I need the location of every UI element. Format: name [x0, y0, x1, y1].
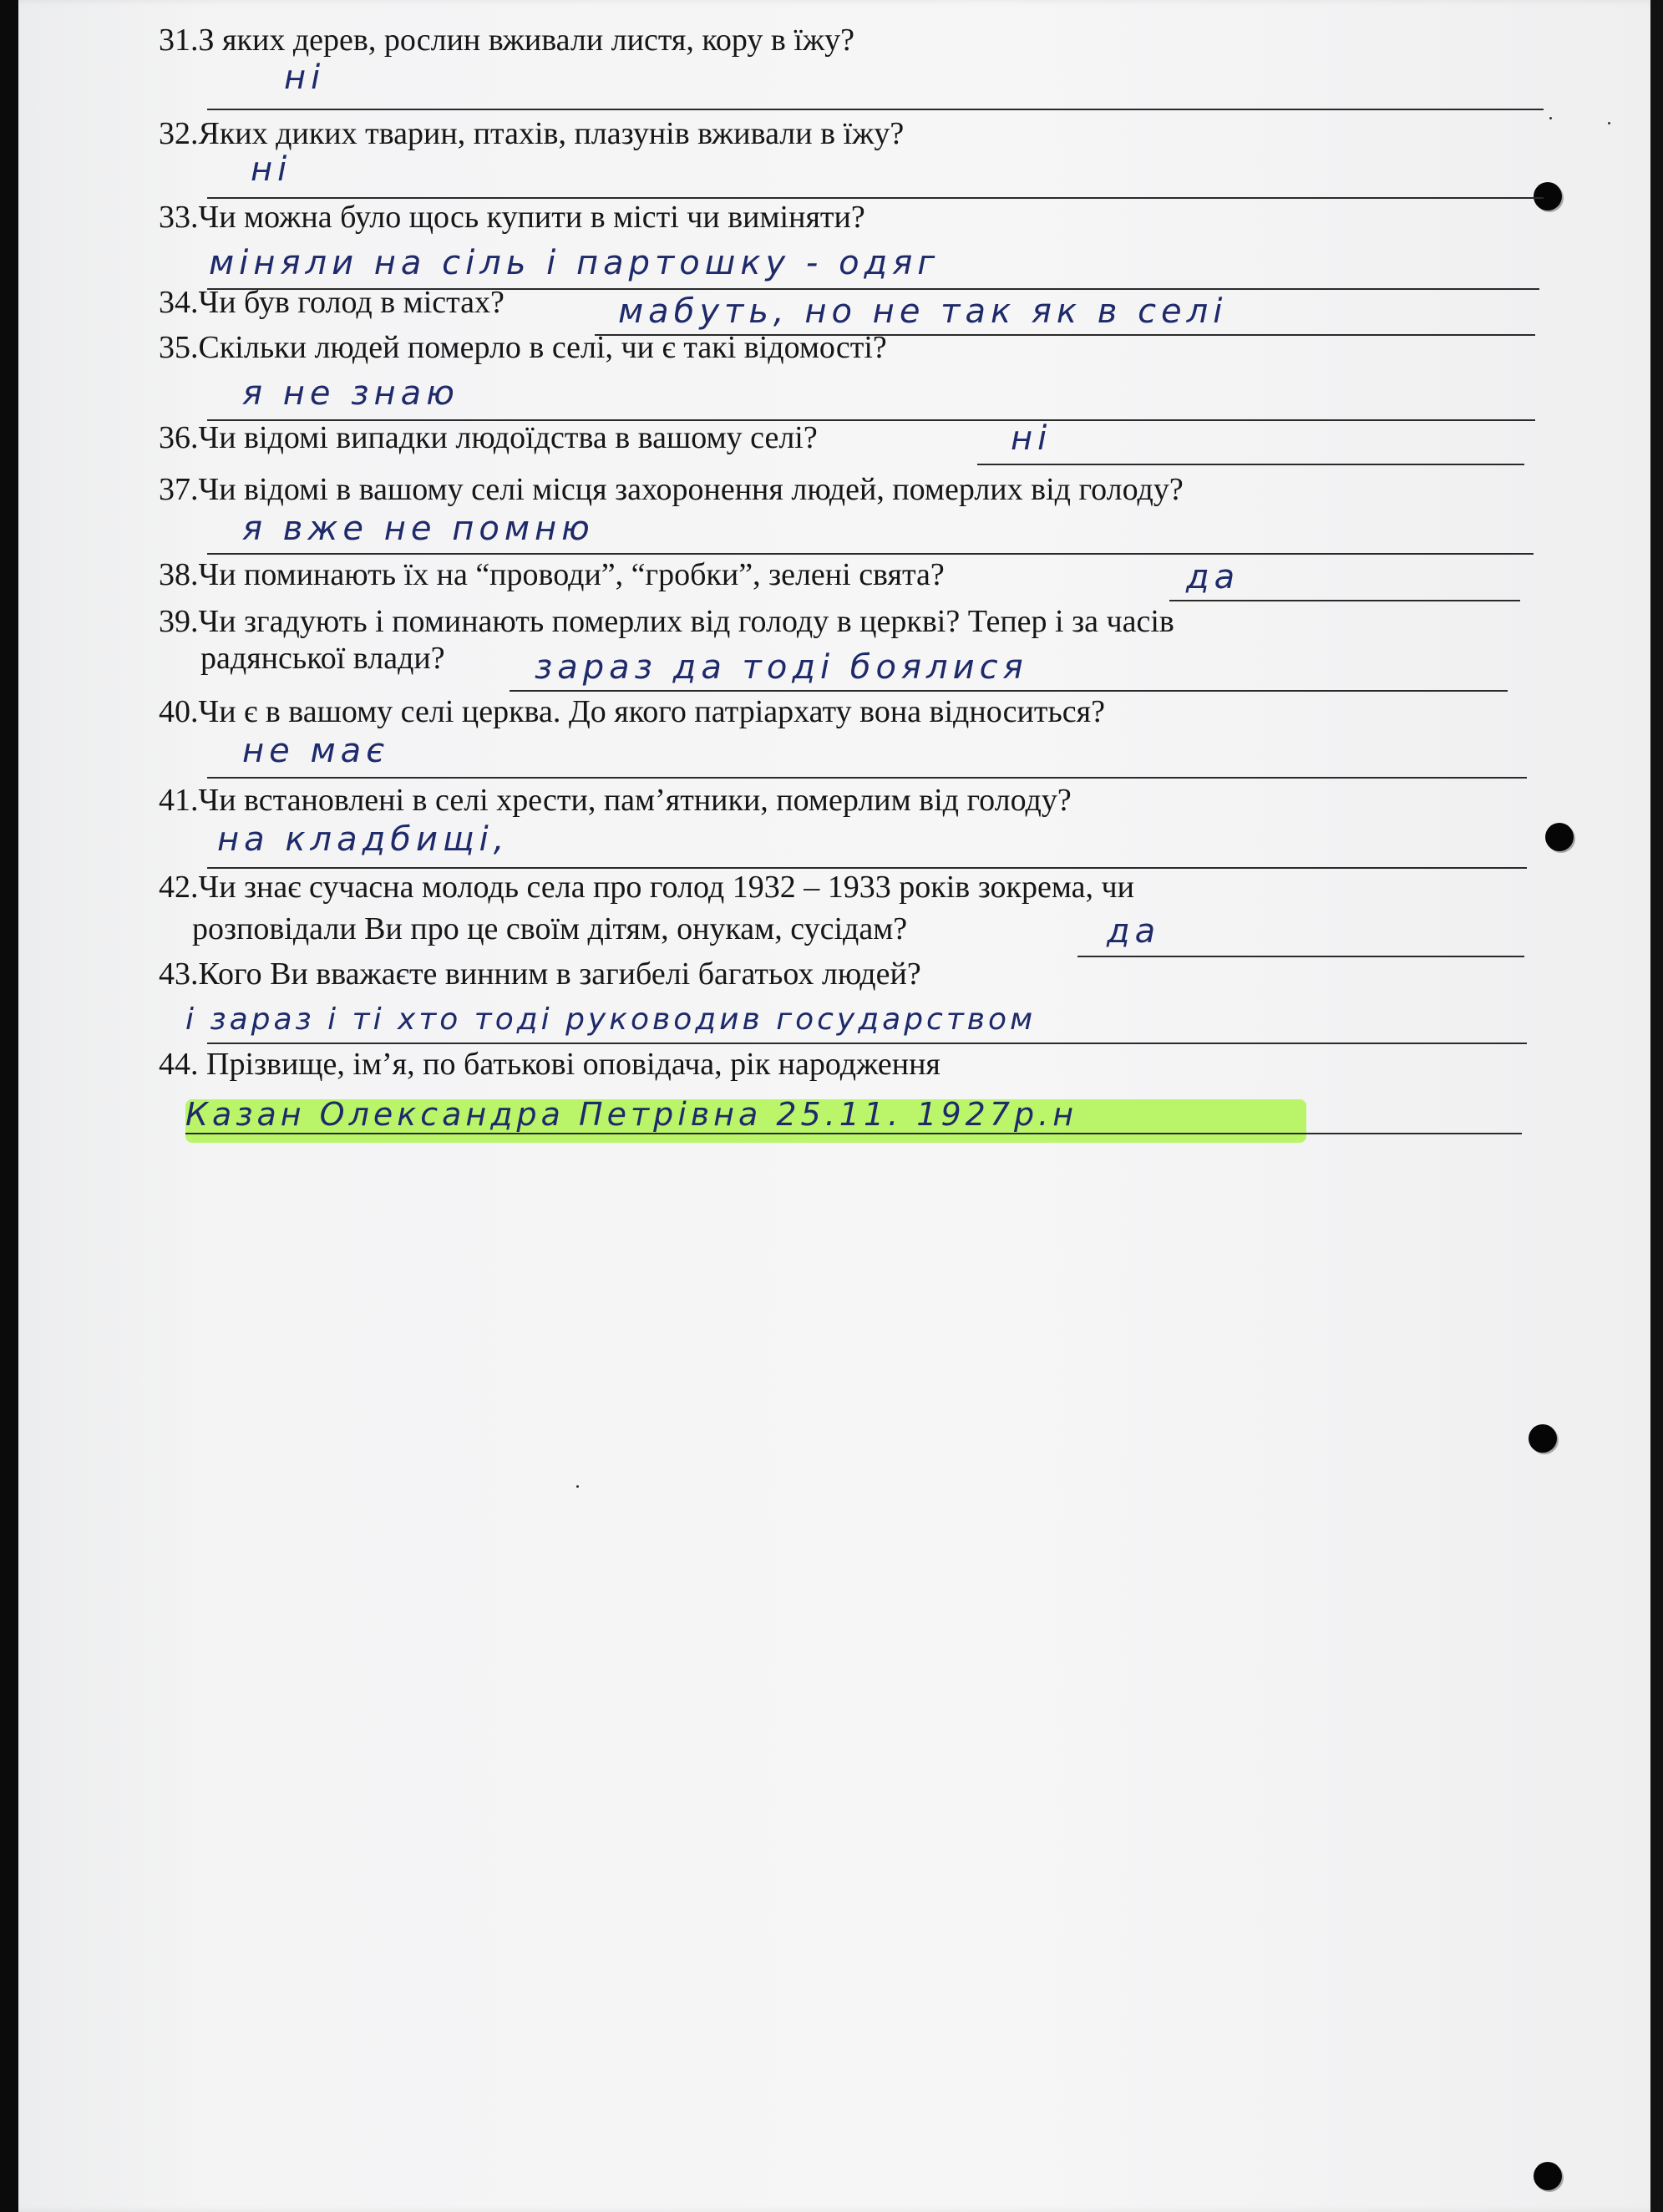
- answer-42: да: [1107, 912, 1161, 951]
- question-43: 43.Кого Ви вважаєте винним в загибелі багатьох людей?: [159, 956, 921, 992]
- scan-speck: [1549, 117, 1552, 119]
- scan-speck: [1608, 122, 1610, 124]
- question-39-line1: 39.Чи згадують і поминають померлих від голоду в церкві? Тепер і за часів: [159, 604, 1174, 639]
- answer-31: ні: [284, 58, 326, 97]
- punch-hole-2: [1545, 823, 1574, 851]
- answer-39: зараз да тоді боялися: [535, 648, 1028, 687]
- question-34: 34.Чи був голод в містах?: [159, 285, 504, 320]
- question-44: 44. Прізвище, ім’я, по батькові оповідача, рік народження: [159, 1047, 941, 1082]
- question-39-line2: радянської влади?: [200, 641, 445, 676]
- scan-speck: [576, 1485, 579, 1488]
- answer-35: я не знаю: [242, 374, 459, 413]
- punch-hole-3: [1529, 1424, 1557, 1453]
- question-35: 35.Скільки людей померло в селі, чи є такі відомості?: [159, 330, 887, 365]
- scan-edge: [1650, 0, 1663, 2212]
- question-42-line1: 42.Чи знає сучасна молодь села про голод 1932 – 1933 років зокрема, чи: [159, 870, 1134, 905]
- answer-line-31: [207, 109, 1544, 110]
- answer-44: Казан Олександра Петрівна 25.11. 1927р.н: [185, 1096, 1078, 1133]
- question-41: 41.Чи встановлені в селі хрести, пам’ятники, померлим від голоду?: [159, 783, 1072, 818]
- punch-hole-1: [1534, 182, 1562, 211]
- answer-line-36: [977, 464, 1524, 465]
- answer-43: і зараз і ті хто тоді руководив государством: [185, 1002, 1037, 1037]
- answer-line-40: [207, 777, 1527, 779]
- answer-34: мабуть, но не так як в селі: [618, 292, 1228, 331]
- answer-line-37: [207, 553, 1534, 555]
- answer-line-43: [207, 1043, 1527, 1044]
- question-36: 36.Чи відомі випадки людоїдства в вашому селі?: [159, 420, 818, 455]
- question-38: 38.Чи поминають їх на “проводи”, “гробки”, зелені свята?: [159, 557, 945, 592]
- answer-33: міняли на сіль і партошку - одяг: [209, 244, 941, 282]
- punch-hole-4: [1534, 2162, 1562, 2190]
- answer-41: на кладбищі,: [217, 820, 510, 859]
- answer-line-44: [185, 1133, 1522, 1134]
- question-31: 31.З яких дерев, рослин вживали листя, кору в їжу?: [159, 23, 855, 58]
- question-42-line2: розповідали Ви про це своїм дітям, онукам, сусідам?: [192, 911, 908, 946]
- question-40: 40.Чи є в вашому селі церква. До якого патріархату вона відноситься?: [159, 694, 1105, 729]
- answer-32: ні: [251, 150, 292, 189]
- answer-36: ні: [1011, 419, 1052, 458]
- question-32: 32.Яких диких тварин, птахів, плазунів вживали в їжу?: [159, 116, 905, 151]
- answer-40: не має: [242, 732, 390, 770]
- question-33: 33.Чи можна було щось купити в місті чи виміняти?: [159, 200, 865, 235]
- answer-line-39: [510, 690, 1508, 692]
- question-37: 37.Чи відомі в вашому селі місця захоронення людей, померлих від голоду?: [159, 472, 1184, 507]
- answer-37: я вже не помню: [242, 510, 595, 548]
- answer-line-38: [1169, 600, 1520, 601]
- answer-38: да: [1186, 558, 1240, 596]
